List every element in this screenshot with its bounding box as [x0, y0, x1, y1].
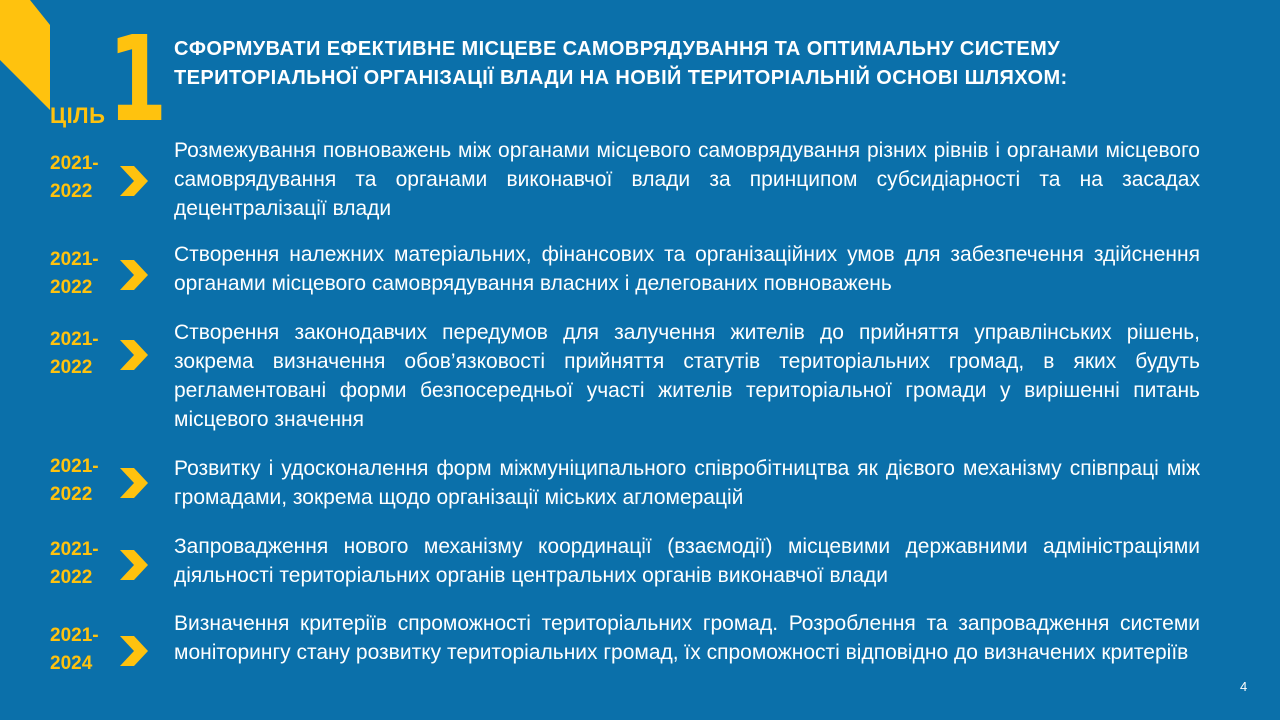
year-end: 2022	[50, 567, 93, 588]
year-end: 2022	[50, 277, 93, 298]
corner-decoration-icon	[0, 0, 50, 110]
year-start: 2021-	[50, 456, 99, 477]
year-end: 2022	[50, 181, 93, 202]
year-end: 2024	[50, 653, 93, 674]
goal-label: ЦІЛЬ	[50, 103, 106, 128]
item-text: Створення належних матеріальних, фінансових та організаційних умов для забезпечення здійснення органами місцевого самоврядування власних і делегованих повноважень	[174, 243, 1200, 295]
year-start: 2021-	[50, 249, 99, 270]
year-start: 2021-	[50, 539, 99, 560]
year-start: 2021-	[50, 625, 99, 646]
year-range	[50, 326, 112, 382]
year-range	[50, 536, 112, 592]
year-start: 2021-	[50, 329, 99, 350]
goal-number: 1	[108, 10, 168, 148]
chevron-right-icon	[116, 164, 150, 198]
item-text: Запровадження нового механізму координації (взаємодії) місцевими державними адміністраціями діяльності територіальних органів центральних органів виконавчої влади	[174, 535, 1200, 587]
item-text: Створення законодавчих передумов для залучення жителів до прийняття управлінських рішень, зокрема визначення обов’язковості прийняття статутів територіальних громад, в яких будуть регламентовані форми безпосередньої участі жителів територіальної громади у вирішенні питань місцевого значення	[174, 321, 1200, 431]
chevron-right-icon	[116, 258, 150, 292]
chevron-right-icon	[116, 548, 150, 582]
item-text: Розвитку і удосконалення форм міжмуніципального співробітництва як дієвого механізму співпраці між громадами, зокрема щодо організації міських агломерацій	[174, 457, 1200, 509]
year-range	[50, 150, 112, 206]
year-end: 2022	[50, 357, 93, 378]
item-text: Розмежування повноважень між органами місцевого самоврядування різних рівнів і органами місцевого самоврядування та органами виконавчої влади за принципом субсидіарності та на засадах децентралізації влади	[174, 139, 1200, 220]
page-number: 4	[1240, 679, 1248, 694]
chevron-right-icon	[116, 634, 150, 668]
year-start: 2021-	[50, 153, 99, 174]
year-range	[50, 453, 112, 509]
chevron-right-icon	[116, 466, 150, 500]
chevron-right-icon	[116, 338, 150, 372]
item-text: Визначення критеріїв спроможності територіальних громад. Розроблення та запровадження системи моніторингу стану розвитку територіальних громад, їх спроможності відповідно до визначених критеріїв	[174, 612, 1200, 664]
year-end: 2022	[50, 484, 93, 505]
year-range	[50, 622, 112, 678]
slide-title: СФОРМУВАТИ ЕФЕКТИВНЕ МІСЦЕВЕ САМОВРЯДУВАННЯ ТА ОПТИМАЛЬНУ СИСТЕМУ ТЕРИТОРІАЛЬНОЇ ОРГАНІЗАЦІЇ ВЛАДИ НА НОВІЙ ТЕРИТОРІАЛЬНІЙ ОСНОВІ ШЛЯХОМ:	[174, 38, 1068, 89]
year-range	[50, 246, 112, 302]
